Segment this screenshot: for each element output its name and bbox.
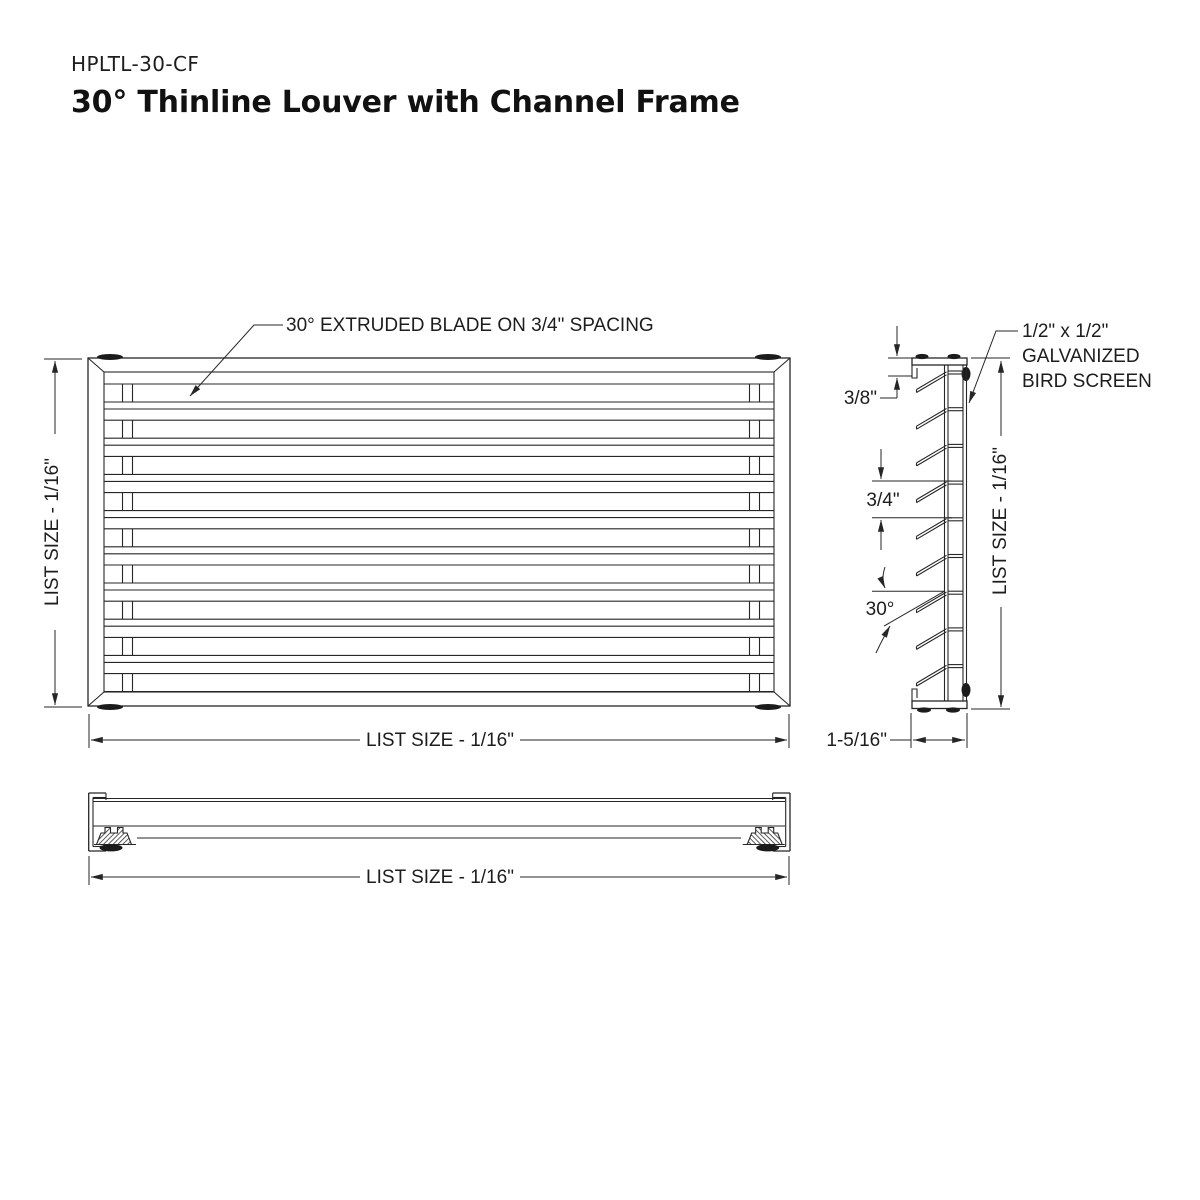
front-height-dimension bbox=[42, 359, 82, 707]
front-frame-outer bbox=[88, 358, 790, 706]
front-height-dim-label: LIST SIZE - 1/16" bbox=[42, 458, 63, 606]
blade-edge bbox=[917, 592, 947, 610]
top-cap-lip bbox=[912, 365, 917, 378]
blade-edge bbox=[917, 595, 947, 613]
corner-miter bbox=[774, 358, 790, 372]
blade-edge bbox=[917, 445, 947, 463]
plan-extrusion-block bbox=[97, 828, 132, 845]
plan-width-dim-label: LIST SIZE - 1/16" bbox=[366, 867, 514, 888]
plan-view bbox=[89, 793, 790, 888]
side-blades bbox=[917, 371, 964, 686]
fastener-lug bbox=[917, 707, 931, 712]
side-bottom-cap bbox=[912, 701, 967, 709]
fastener-lug bbox=[946, 707, 960, 712]
bird-screen-callout bbox=[969, 321, 1152, 403]
corner-miter bbox=[774, 692, 790, 706]
blade-edge bbox=[917, 665, 947, 683]
blade-edge bbox=[917, 375, 947, 393]
frame-depth-dimension bbox=[826, 713, 967, 751]
side-view bbox=[826, 321, 1151, 751]
blade-annotation-leader bbox=[190, 325, 283, 396]
blade-edge bbox=[917, 482, 947, 500]
mounting-lug bbox=[97, 704, 123, 710]
side-height-dimension bbox=[971, 358, 1011, 709]
blade-edge bbox=[917, 668, 947, 686]
blade-edge bbox=[917, 632, 947, 650]
side-top-cap bbox=[912, 358, 967, 365]
fastener-lug bbox=[916, 354, 929, 359]
front-view bbox=[42, 315, 790, 751]
screen-label-line3: BIRD SCREEN bbox=[1022, 371, 1152, 392]
blade-edge bbox=[917, 522, 947, 540]
blade-edge bbox=[917, 409, 947, 427]
blade-edge bbox=[917, 485, 947, 503]
page-title: 30° Thinline Louver with Channel Frame bbox=[71, 85, 740, 120]
plan-width-dimension bbox=[89, 856, 789, 888]
blade-edge bbox=[917, 555, 947, 573]
front-width-dimension bbox=[89, 714, 789, 751]
angle-arc bbox=[883, 567, 885, 588]
screen-roll-bottom bbox=[962, 683, 971, 697]
blade-edge bbox=[917, 558, 947, 576]
model-number: HPLTL-30-CF bbox=[71, 52, 200, 76]
front-width-dim-label: LIST SIZE - 1/16" bbox=[366, 730, 514, 751]
fastener-lug bbox=[948, 354, 961, 359]
mounting-lug bbox=[755, 354, 781, 360]
blade-edge bbox=[917, 448, 947, 466]
screen-leader bbox=[969, 331, 1018, 403]
blade-edge bbox=[917, 629, 947, 647]
screen-label-line2: GALVANIZED bbox=[1022, 346, 1140, 367]
blade-edge bbox=[917, 372, 947, 390]
side-height-dim-label: LIST SIZE - 1/16" bbox=[990, 447, 1011, 595]
angle-arc bbox=[876, 626, 890, 653]
screen-label-line1: 1/2" x 1/2" bbox=[1022, 321, 1109, 342]
corner-miter bbox=[88, 358, 104, 372]
top-gap-dimension bbox=[844, 326, 912, 409]
frame-depth-dim-label: 1-5/16" bbox=[826, 730, 887, 751]
blade-edge bbox=[917, 412, 947, 430]
blade-spacing-dimension bbox=[866, 449, 952, 550]
blade-edge bbox=[917, 519, 947, 537]
plan-foot bbox=[100, 844, 123, 851]
mounting-lug bbox=[97, 354, 123, 360]
mounting-lug bbox=[755, 704, 781, 710]
top-gap-dim-label: 3/8" bbox=[843, 388, 877, 409]
blade-annotation-label: 30° EXTRUDED BLADE ON 3/4" SPACING bbox=[286, 315, 654, 336]
blade-spacing-dim-label: 3/4" bbox=[866, 490, 900, 511]
blade-angle-dim-label: 30° bbox=[865, 599, 895, 620]
front-blades bbox=[104, 384, 774, 692]
corner-miter bbox=[88, 692, 104, 706]
plan-long-body bbox=[93, 799, 785, 839]
bottom-cap-lip bbox=[912, 689, 917, 701]
